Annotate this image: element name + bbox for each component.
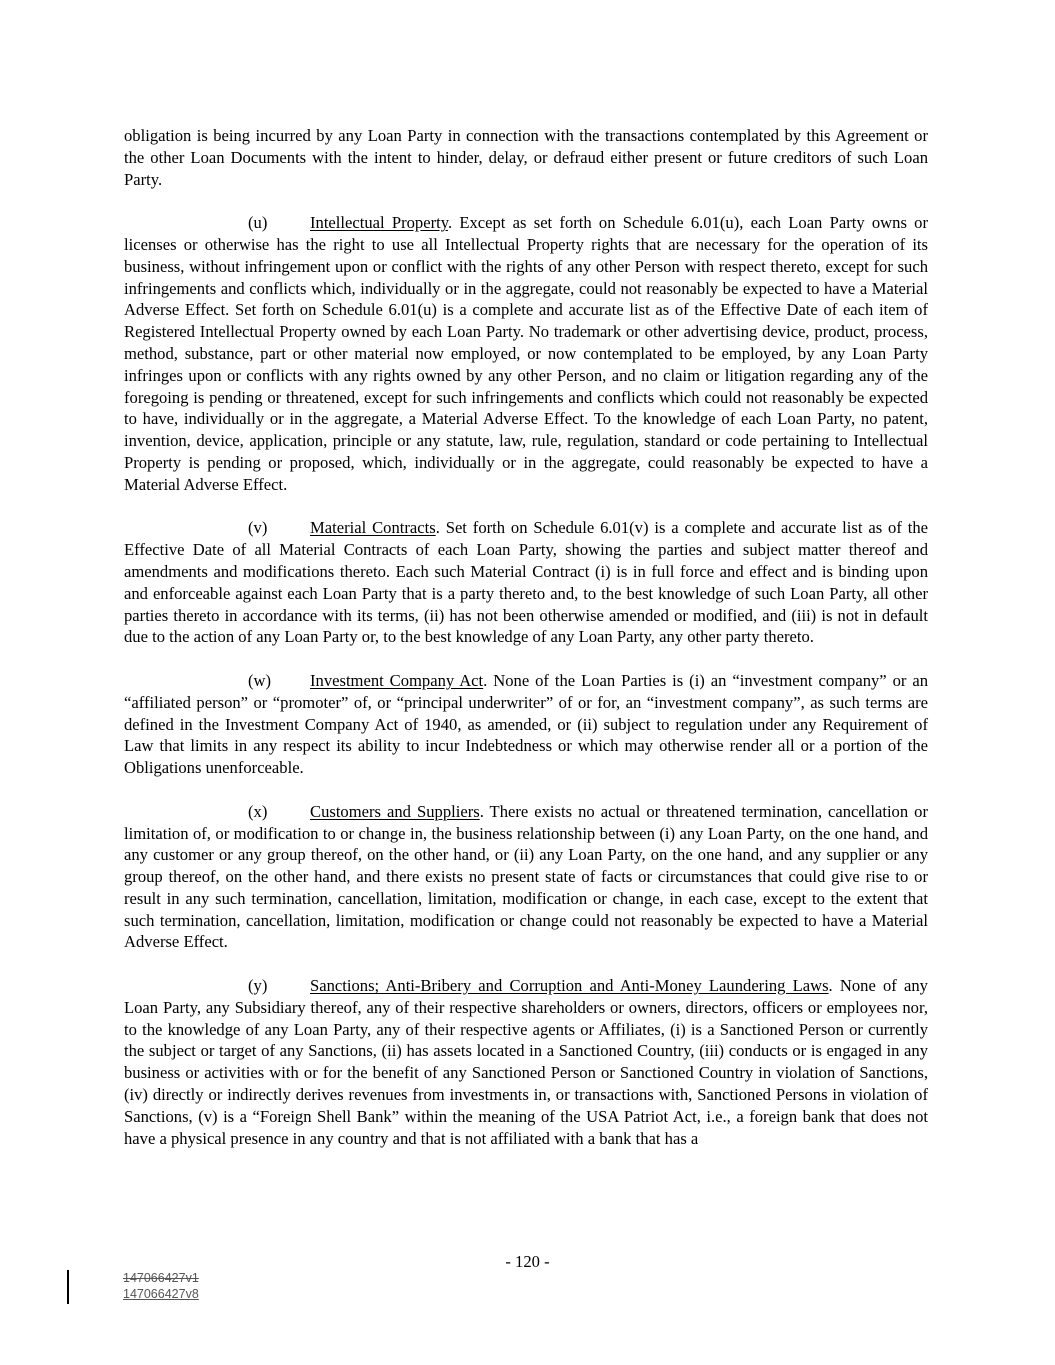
section-heading: Sanctions; Anti-Bribery and Corruption and Anti-Money Laundering Laws (310, 976, 829, 996)
section-body: . Set forth on Schedule 6.01(v) is a complete and accurate list as of the Effective Date of all Material Contracts of each Loan Party, showing the parties and subject matter thereof and amendments and modifications thereto. Each such Material Contract (i) is in full force and effect and is binding upon and enforceable against each Loan Party that is a party thereto and, to the best knowledge of such Loan Party, all other parties thereto in accordance with its terms, (ii) has not been otherwise amended or modified, and (iii) is not in default due to the action of any Loan Party or, to the best knowledge of any Loan Party, any other party thereto. (124, 518, 929, 647)
revision-change-bar (67, 1270, 69, 1304)
document-body (124, 125, 928, 1171)
current-document-id: 147066427v8 (123, 1286, 199, 1301)
section-label: (x) (248, 801, 268, 821)
section-label: (y) (248, 976, 268, 996)
section-body: . None of the Loan Parties is (i) an “investment company” or an “affiliated person” or “promoter” of, or “principal underwriter” of or for, an “investment company”, as such terms are defined in the Investment Company Act of 1940, as amended, or (ii) subject to regulation under any Requirement of Law that limits in any respect its ability to incur Indebtedness or which may otherwise render all or a portion of the Obligations unenforceable. (124, 670, 928, 778)
section-w (124, 670, 928, 779)
section-heading: Material Contracts (310, 518, 436, 538)
section-u (124, 212, 928, 495)
section-label: (w) (248, 670, 272, 690)
section-body: . Except as set forth on Schedule 6.01(u), each Loan Party owns or licenses or otherwise has the right to use all Intellectual Property rights that are necessary for the operation of its business, without infringement upon or conflict with the rights of any other Person with respect thereto, except for such infringements and conflicts which, individually or in the aggregate, could not reasonably be expected to have a Material Adverse Effect. Set forth on Schedule 6.01(u) is a complete and accurate list as of the Effective Date of each item of Registered Intellectual Property owned by each Loan Party. No trademark or other advertising device, product, process, method, substance, part or other material now employed, or now contemplated to be employed, by any Loan Party infringes upon or conflicts with any rights owned by any other Person, and no claim or litigation regarding any of the foregoing is pending or threatened, except for such infringements and conflicts which could not reasonably be expected to have, individually or in the aggregate, a Material Adverse Effect. To the knowledge of each Loan Party, no patent, invention, device, application, principle or any statute, law, rule, regulation, standard or code pertaining to Intellectual Property is pending or proposed, which, individually or in the aggregate, could reasonably be expected to have a Material Adverse Effect. (124, 213, 928, 494)
section-v (124, 517, 928, 648)
section-heading: Intellectual Property (310, 213, 448, 233)
document-id-block (123, 1271, 199, 1302)
section-heading: Investment Company Act (310, 670, 484, 690)
section-body: . There exists no actual or threatened termination, cancellation or limitation of, or modification to or change in, the business relationship between (i) any Loan Party, on the one hand, and any customer or any group thereof, on the other hand, or (ii) any Loan Party, on the one hand, and any supplier or any group thereof, on the other hand, and there exists no present state of facts or circumstances that could give rise to or result in any such termination, cancellation, limitation, modification or change, in each case, except to the extent that such termination, cancellation, limitation, modification or change could not reasonably be expected to have a Material Adverse Effect. (124, 801, 928, 952)
section-x (124, 801, 928, 954)
deleted-document-id: 147066427v1 (123, 1271, 199, 1285)
section-y (124, 975, 928, 1149)
section-label: (u) (248, 213, 268, 233)
section-heading: Customers and Suppliers (310, 801, 480, 821)
section-label: (v) (248, 518, 268, 538)
section-body: . None of any Loan Party, any Subsidiary thereof, any of their respective shareholders or owners, directors, officers or employees nor, to the knowledge of any Loan Party, any of their respective agents or Affiliates, (i) is a Sanctioned Person or currently the subject or target of any Sanctions, (ii) has assets located in a Sanctioned Country, (iii) conducts or is engaged in any business or activities with or for the benefit of any Sanctioned Person or Sanctioned Country in violation of Sanctions, (iv) directly or indirectly derives revenues from investments in, or transactions with, Sanctioned Persons in violation of Sanctions, (v) is a “Foreign Shell Bank” within the meaning of the USA Patriot Act, i.e., a foreign bank that does not have a physical presence in any country and that is not affiliated with a bank that has a (124, 976, 928, 1148)
intro-paragraph: obligation is being incurred by any Loan Party in connection with the transactions contemplated by this Agreement or the other Loan Documents with the intent to hinder, delay, or defraud either present or future creditors of such Loan Party. (124, 126, 928, 189)
page-number: - 120 - (505, 1252, 550, 1271)
